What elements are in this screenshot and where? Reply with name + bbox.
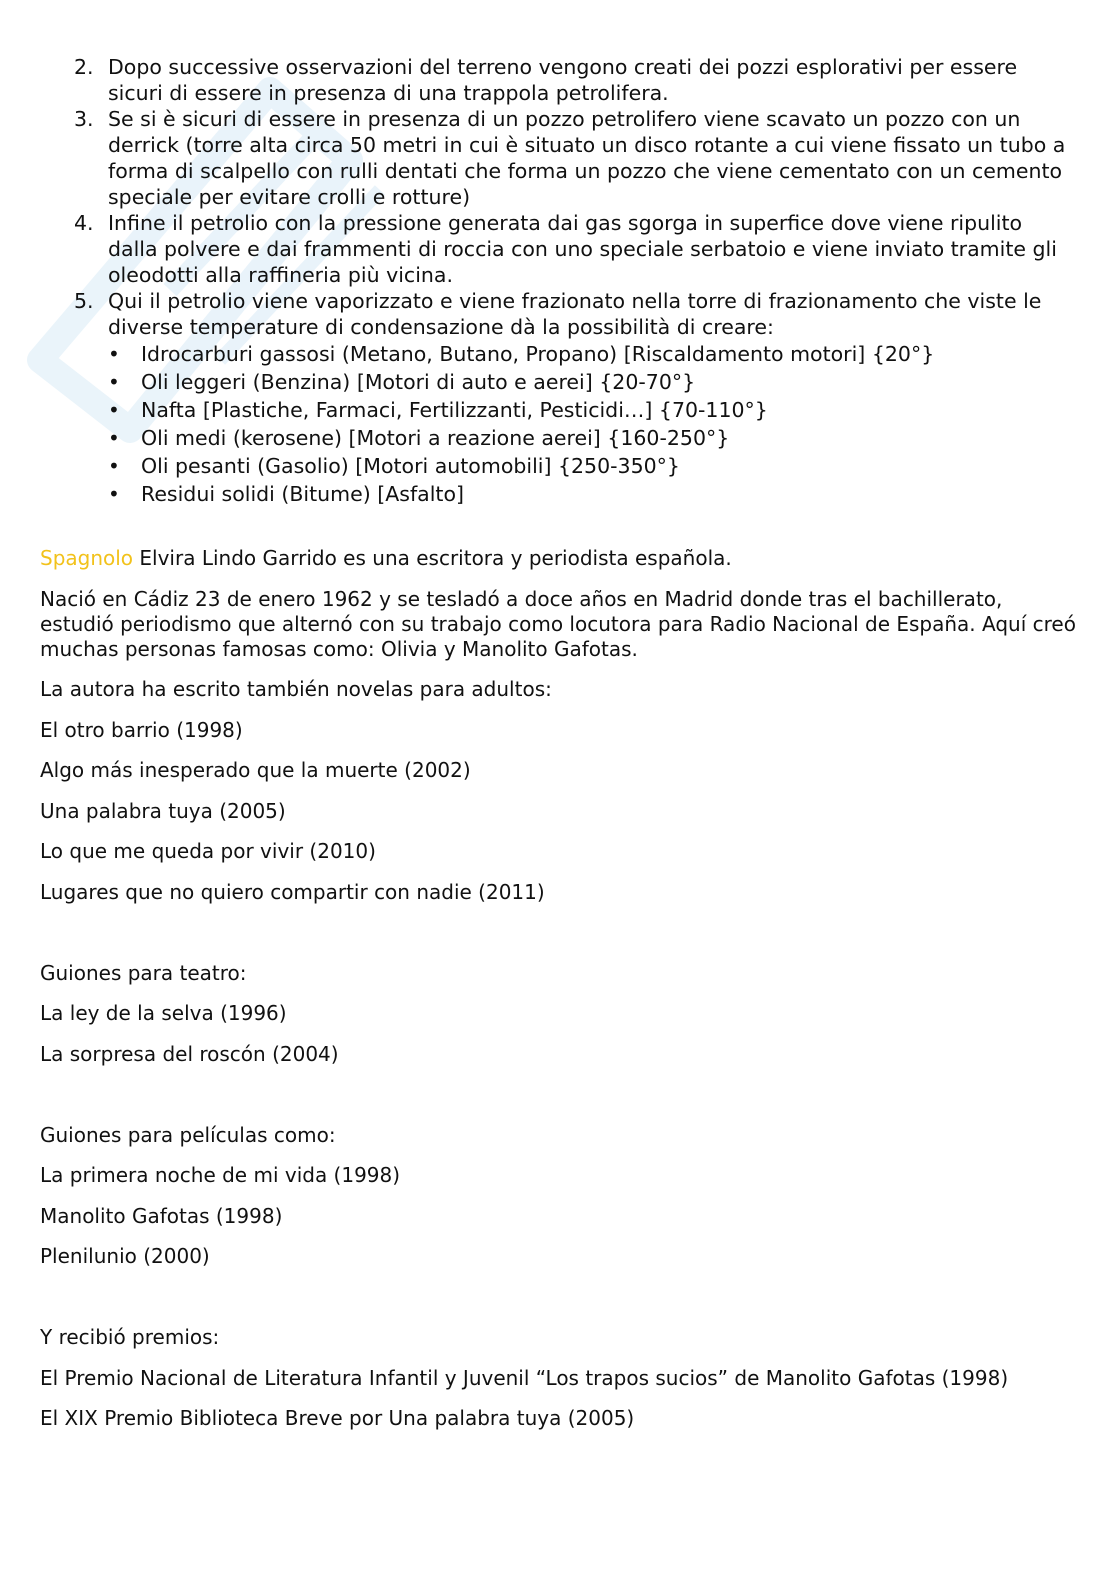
bullet-text: Oli leggeri (Benzina) [Motori di auto e aerei] {20-70°} (141, 370, 696, 394)
list-number: 4. (74, 211, 94, 235)
bullet-item (108, 424, 1076, 452)
bullet-item (108, 396, 1076, 424)
award-item: El Premio Nacional de Literatura Infantil y Juvenil “Los trapos sucios” de Manolito Gafotas (1998) (40, 1365, 1009, 1390)
bullet-text: Residui solidi (Bitume) [Asfalto] (141, 482, 465, 506)
list-item (0, 210, 1116, 288)
bullet-icon: • (108, 370, 120, 394)
novel-title: Algo más inesperado que la muerte (2002) (40, 758, 471, 782)
list-item (0, 54, 1116, 106)
bullet-icon: • (108, 426, 120, 450)
bullet-text: Nafta [Plastiche, Farmaci, Fertilizzanti, Pesticidi…] {70-110°} (141, 398, 768, 422)
list-item-text: Qui il petrolio viene vaporizzato e viene frazionato nella torre di frazionamento che viste le diverse temperature di condensazione dà la possibilità di creare: (108, 289, 1042, 339)
film-title: Manolito Gafotas (1998) (40, 1203, 283, 1228)
novel-title: El otro barrio (1998) (40, 717, 243, 742)
bullet-icon: • (108, 454, 120, 478)
bullet-text: Oli pesanti (Gasolio) [Motori automobili] {250-350°} (141, 454, 680, 478)
bullet-item (108, 340, 1076, 368)
list-number: 3. (74, 107, 94, 131)
section-label-spagnolo: Spagnolo (40, 546, 134, 570)
novels-heading: La autora ha escrito también novelas para adultos: (40, 677, 552, 701)
bullet-text: Oli medi (kerosene) [Motori a reazione aerei] {160-250°} (141, 426, 730, 450)
theatre-title: La ley de la selva (1996) (40, 1001, 287, 1025)
theatre-title: La sorpresa del roscón (2004) (40, 1041, 339, 1066)
spanish-section (40, 546, 1080, 1447)
awards-heading: Y recibió premios: (40, 1325, 220, 1349)
novel-title: Lugares que no quiero compartir con nadie (2011) (40, 879, 545, 904)
list-item-text: Se si è sicuri di essere in presenza di un pozzo petrolifero viene scavato un pozzo con un derrick (torre alta circa 50 metri in cui è situato un disco rotante a cui viene fissato un tubo a forma di scalpello con rulli dentati che forma un pozzo che viene cementato con un cemento speciale per evitare crolli e rotture) (108, 107, 1066, 209)
spanish-intro (40, 546, 1080, 571)
spacer (40, 1082, 1080, 1123)
spacer (40, 920, 1080, 961)
bullet-list (108, 340, 1076, 508)
list-number: 5. (74, 289, 94, 313)
list-item-text: Infine il petrolio con la pressione generata dai gas sgorga in superfice dove viene ripulito dalla polvere e dai frammenti di roccia con uno speciale serbatoio e viene inviato tramite gli oleodotti alla raffineria più vicina. (108, 211, 1057, 287)
list-number: 2. (74, 55, 94, 79)
novel-title: Lo que me queda por vivir (2010) (40, 839, 376, 863)
bullet-icon: • (108, 342, 120, 366)
bullet-icon: • (108, 398, 120, 422)
intro-text: Elvira Lindo Garrido es una escritora y periodista española. (133, 546, 732, 570)
novel-title: Una palabra tuya (2005) (40, 798, 286, 823)
list-item-text: Dopo successive osservazioni del terreno vengono creati dei pozzi esplorativi per essere sicuri di essere in presenza di una trappola petrolifera. (108, 55, 1018, 105)
spacer (40, 1285, 1080, 1326)
bullet-item (108, 480, 1076, 508)
italian-numbered-list (0, 54, 1116, 508)
list-item (0, 106, 1116, 210)
bullet-icon: • (108, 482, 120, 506)
films-heading: Guiones para películas como: (40, 1122, 336, 1147)
bullet-text: Idrocarburi gassosi (Metano, Butano, Propano) [Riscaldamento motori] {20°} (141, 342, 935, 366)
film-title: Plenilunio (2000) (40, 1244, 210, 1268)
film-title: La primera noche de mi vida (1998) (40, 1163, 401, 1187)
theatre-heading: Guiones para teatro: (40, 960, 247, 985)
award-item: El XIX Premio Biblioteca Breve por Una palabra tuya (2005) (40, 1406, 635, 1430)
bullet-item (108, 368, 1076, 396)
biography-paragraph: Nació en Cádiz 23 de enero 1962 y se tesladó a doce años en Madrid donde tras el bachillerato, estudió periodismo que alternó con su trabajo como locutora para Radio Nacional de España. Aquí creó muchas personas famosas como: Olivia y Manolito Gafotas. (40, 586, 1076, 661)
bullet-item (108, 452, 1076, 480)
list-item (0, 288, 1116, 508)
